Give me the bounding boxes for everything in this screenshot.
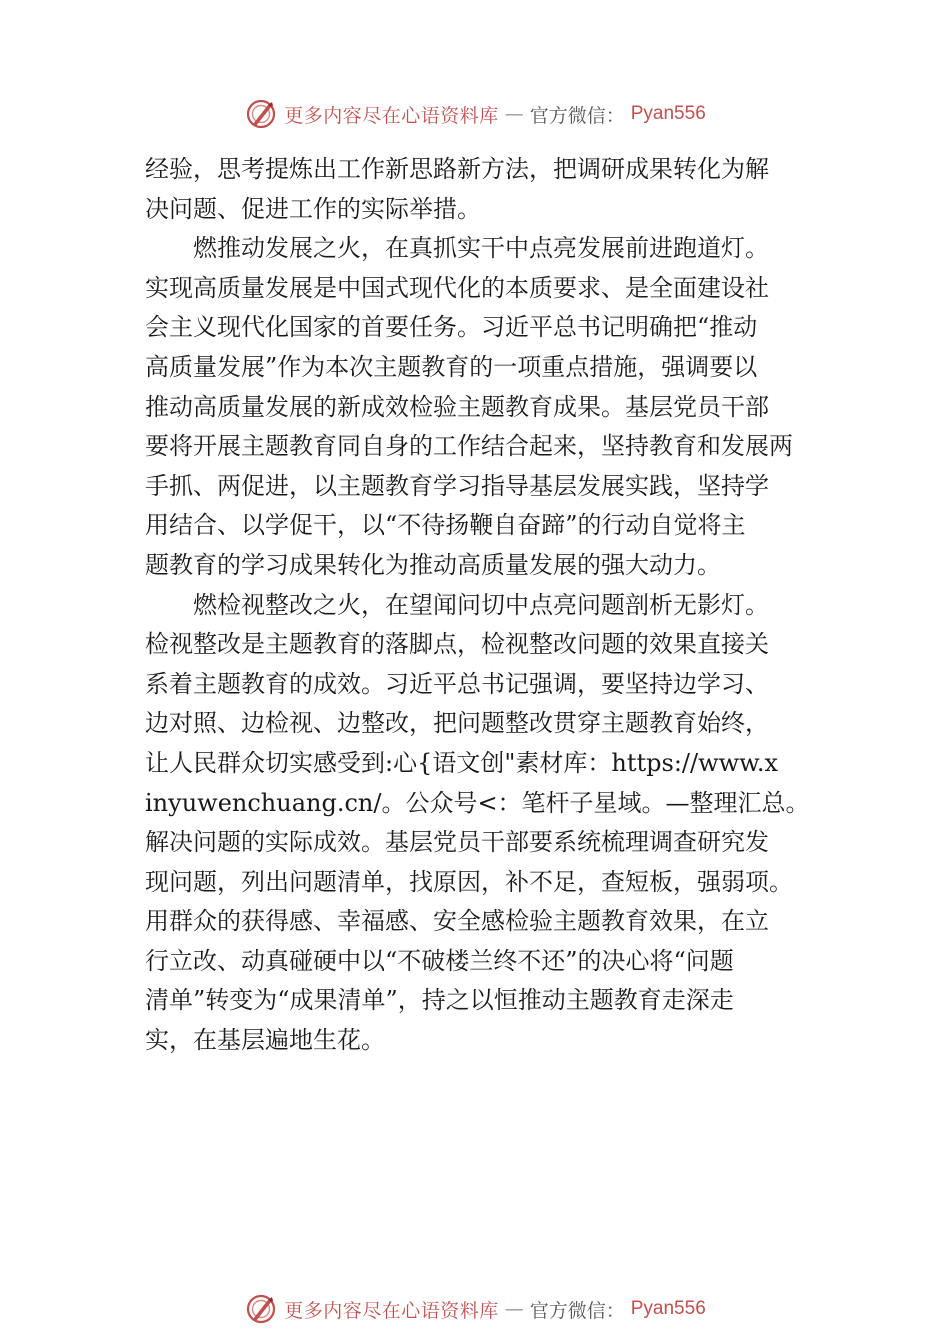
footer-brand-text: 更多内容尽在心语资料库 [284, 1299, 499, 1322]
text-line: 实，在基层遍地生花。 [145, 1026, 385, 1055]
header-brand-text: 更多内容尽在心语资料库 [284, 104, 499, 127]
header-wechat-label: 官方微信： [529, 104, 625, 127]
text-line: 用群众的获得感、幸福感、安全感检验主题教育效果，在立 [145, 907, 769, 936]
text-line: inyuwenchuang.cn/。公众号<：笔杆子星域。—整理汇总。 [145, 788, 810, 817]
text-line: 边对照、边检视、边整改，把问题整改贯穿主题教育始终， [145, 709, 769, 738]
text-line: 检视整改是主题教育的落脚点，检视整改问题的效果直接关 [145, 630, 769, 659]
document-body [145, 150, 825, 1061]
footer-dash: — [504, 1298, 524, 1320]
text-line: 实现高质量发展是中国式现代化的本质要求、是全面建设社 [145, 273, 769, 302]
text-line: 题教育的学习成果转化为推动高质量发展的强大动力。 [145, 550, 721, 579]
brand-logo-icon [244, 97, 278, 131]
text-line: 经验，思考提炼出工作新思路新方法，把调研成果转化为解 [145, 155, 769, 183]
text-line: 推动高质量发展的新成效检验主题教育成果。基层党员干部 [145, 392, 769, 421]
text-line: 现问题，列出问题清单，找原因，补不足，查短板，强弱项。 [145, 867, 793, 896]
footer-wechat-id: Pyan556 [630, 1298, 706, 1319]
header-wechat-id: Pyan556 [630, 103, 706, 124]
text-line: 会主义现代化国家的首要任务。习近平总书记明确把“推动 [145, 313, 758, 342]
text-line: 用结合、以学促干，以“不待扬鞭自奋蹄”的行动自觉将主 [145, 511, 746, 540]
text-line: 要将开展主题教育同自身的工作结合起来，坚持教育和发展两 [145, 432, 793, 461]
header-banner [0, 94, 950, 134]
brand-logo-icon [244, 1292, 278, 1326]
text-line: 决问题、促进工作的实际举措。 [145, 194, 481, 223]
text-line: 让人民群众切实感受到:心{语文创"素材库：https://www.x [145, 748, 779, 777]
section-heading-development: 燃推动发展之火，在真抓实干中点亮发展前进跑道灯。 [193, 234, 769, 263]
footer-wechat-label: 官方微信： [529, 1299, 625, 1322]
text-line: 行立改、动真碰硬中以“不破楼兰终不还”的决心将“问题 [145, 946, 734, 975]
footer-banner [0, 1289, 950, 1329]
text-line: 高质量发展”作为本次主题教育的一项重点措施，强调要以 [145, 352, 758, 381]
text-line: 清单”转变为“成果清单”，持之以恒推动主题教育走深走 [145, 986, 734, 1015]
section-heading-rectification: 燃检视整改之火，在望闻问切中点亮问题剖析无影灯。 [193, 590, 769, 619]
header-dash: — [504, 103, 524, 125]
text-line: 系着主题教育的成效。习近平总书记强调，要坚持边学习、 [145, 669, 769, 698]
text-line: 手抓、两促进，以主题教育学习指导基层发展实践，坚持学 [145, 471, 769, 500]
text-line: 解决问题的实际成效。基层党员干部要系统梳理调查研究发 [145, 828, 769, 857]
